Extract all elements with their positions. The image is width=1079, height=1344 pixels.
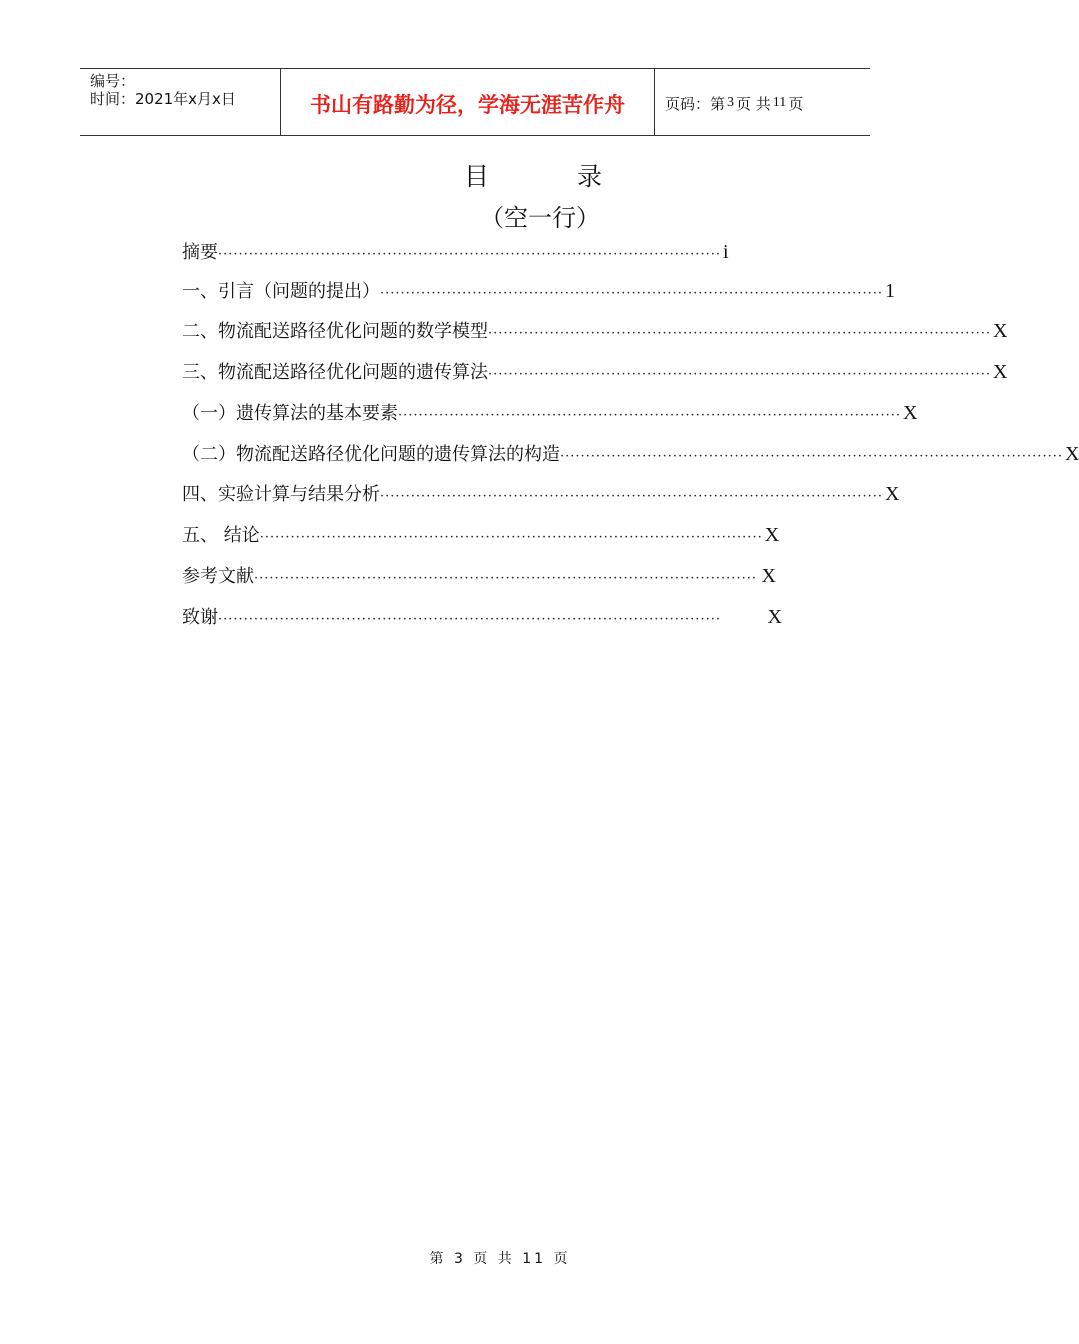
toc-entry[interactable] [182, 521, 780, 551]
toc-entry-page: X [884, 483, 900, 505]
toc-entry[interactable] [182, 277, 895, 307]
serial-label: 编号： [90, 72, 136, 90]
toc-entry-page: X [767, 606, 782, 628]
page-current: 3 [727, 95, 735, 110]
toc-leader-dots: ·································································································· [380, 286, 883, 301]
toc-entry[interactable] [182, 440, 1079, 470]
toc-entry-label: 三、物流配送路径优化问题的遗传算法 [182, 362, 488, 383]
toc-entry[interactable] [182, 480, 900, 510]
page-suffix: 页 [788, 94, 804, 113]
toc-leader-dots: ·································································································· [488, 326, 991, 341]
header-page-info [655, 69, 870, 135]
toc-entry-label: 致谢 [182, 607, 218, 628]
toc-title-char2: 录 [577, 162, 603, 191]
toc-entry-page: i [722, 241, 729, 263]
toc-entry-label: 四、实验计算与结果分析 [182, 484, 380, 505]
toc-entry-page: X [761, 565, 776, 587]
toc-leader-dots: ·································································································· [259, 530, 763, 545]
page-mid: 页 共 [736, 94, 771, 113]
toc-entry-label: 二、物流配送路径优化问题的数学模型 [182, 321, 488, 342]
toc-leader-dots: ·································································································· [398, 408, 901, 423]
toc-entry[interactable] [182, 399, 918, 429]
toc-entry-page: X [902, 402, 918, 424]
page-footer: 第 3 页 共 11 页 [429, 1251, 571, 1267]
toc-entry[interactable] [182, 603, 782, 633]
toc-subtitle: （空一行） [480, 204, 600, 232]
header-info-cell [80, 69, 281, 135]
time-label: 时间：2021年x月x日 [90, 90, 236, 108]
toc-leader-dots: ·································································································· [218, 612, 721, 627]
toc-entry-label: 参考文献 [182, 566, 254, 587]
toc-entry[interactable] [182, 317, 1008, 347]
toc-leader-dots: ·································································································· [218, 247, 721, 262]
toc-entry[interactable] [182, 562, 776, 592]
toc-entry-label: （一）遗传算法的基本要素 [182, 403, 398, 424]
toc-entry-page: 1 [884, 280, 895, 302]
toc-entry-label: 一、引言（问题的提出） [182, 281, 380, 302]
toc-leader-dots: ·································································································· [254, 571, 757, 586]
toc-leader-dots: ·································································································· [488, 367, 991, 382]
page-prefix: 页码：第 [665, 94, 726, 113]
toc-title [464, 157, 602, 193]
toc-entry-page: X [992, 361, 1008, 383]
toc-entry-label: 五、 结论 [182, 525, 260, 546]
toc-entry-label: （二）物流配送路径优化问题的遗传算法的构造 [182, 444, 560, 465]
page-total: 11 [772, 95, 787, 110]
toc-entry-page: X [1064, 443, 1079, 465]
toc-entry[interactable] [182, 238, 729, 268]
toc-leader-dots: ·································································································· [560, 449, 1063, 464]
page-header [80, 68, 870, 136]
toc-leader-dots: ·································································································· [380, 489, 883, 504]
header-motto: 书山有路勤为径，学海无涯苦作舟 [281, 69, 655, 135]
toc-entry-page: X [992, 320, 1008, 342]
toc-entry-page: X [764, 524, 780, 546]
toc-entry[interactable] [182, 358, 1008, 388]
toc-entry-label: 摘要 [182, 242, 218, 263]
toc-title-char1: 目 [464, 162, 490, 191]
